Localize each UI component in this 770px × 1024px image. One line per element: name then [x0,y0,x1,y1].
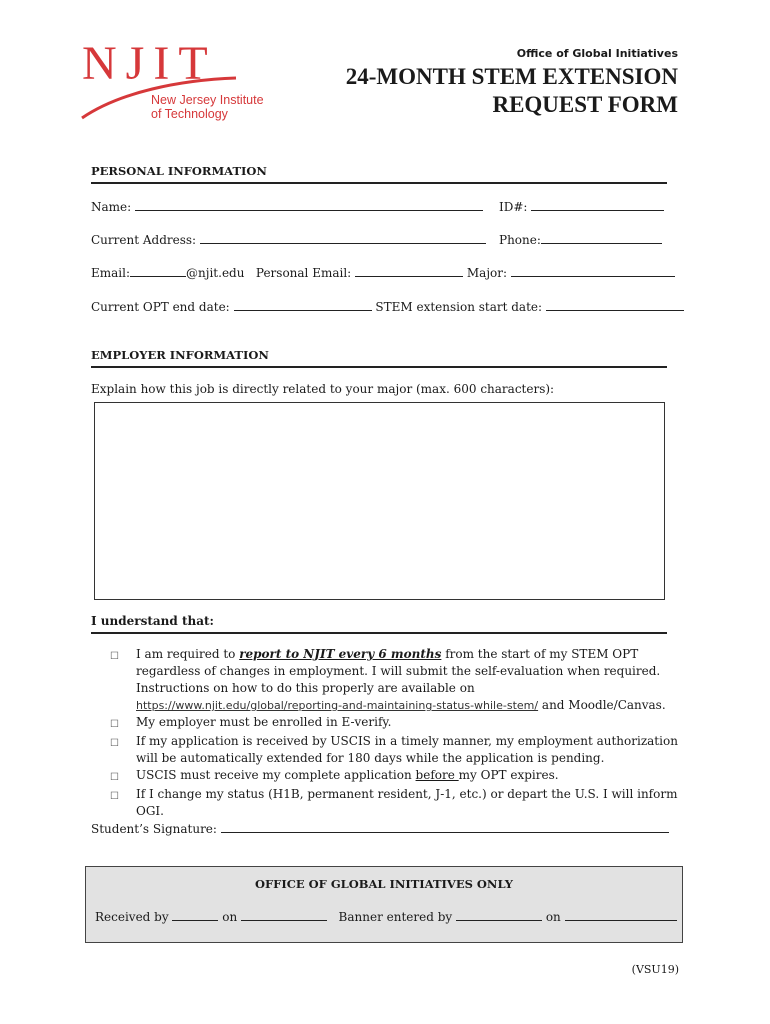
banner-by-field[interactable] [456,908,542,921]
signature-label: Student’s Signature: [91,822,217,836]
office-use-title: OFFICE OF GLOBAL INITIATIVES ONLY [254,877,513,891]
list-item: ☐ If I change my status (H1B, permanent resident, J-1, etc.) or depart the U.S. I will inform OGI. [110,787,678,818]
opt-end-label: Current OPT end date: [91,300,230,314]
banner-label: Banner entered by [338,910,453,924]
email-field[interactable] [130,264,186,277]
personal-email-label: Personal Email: [255,266,352,280]
checkbox-icon[interactable]: ☐ [110,738,119,749]
logo-subtitle [151,93,264,121]
name-field[interactable] [135,198,483,211]
title-line-1: 24-MONTH STEM EXTENSION [345,64,678,89]
list-item: ☐ If my application is received by USCIS in a timely manner, my employment authorization will be automatically extended for 180 days while the application is pending. [110,734,678,765]
checkbox-icon[interactable]: ☐ [110,719,119,730]
banner-date-field[interactable] [565,908,677,921]
form-code: (VSU19) [631,963,679,976]
checkbox-icon[interactable]: ☐ [110,791,119,802]
office-name: Office of Global Initiatives [516,47,678,60]
id-row [499,198,664,215]
email-suffix: @njit.edu [186,266,245,280]
email-label: Email: [91,266,131,280]
before-underline: before [415,768,459,782]
id-field[interactable] [531,198,664,211]
reporting-link[interactable]: https://www.njit.edu/global/reporting-and-maintaining-status-while-stem/ [136,699,539,712]
employer-prompt: Explain how this job is directly related to your major (max. 600 characters): [91,382,555,396]
name-label: Name: [91,200,132,214]
logo-line-2: of Technology [151,107,228,121]
on-label-2: on [545,910,561,924]
job-relation-textbox[interactable] [94,402,665,600]
address-label: Current Address: [91,233,197,247]
list-item: ☐ I am required to report to NJIT every 6 months from the start of my STEM OPT regardless of changes in employment. I will submit the self-evaluation when required. Instructions on how to do this properly are available on https://www.njit.edu/global/reporting-and-maintaining-status-while-stem/ and Moodle/Canvas. [110,647,666,712]
personal-info-heading: PERSONAL INFORMATION [91,164,667,184]
report-emphasis: report to NJIT every 6 months [239,647,442,661]
signature-row [91,820,669,837]
dates-row [91,298,684,315]
email-row [91,264,675,281]
acknowledgement-list [110,646,680,820]
njit-logo: NJIT [82,37,217,90]
stem-start-field[interactable] [546,298,684,311]
employer-info-heading: EMPLOYER INFORMATION [91,348,667,368]
name-row [91,198,483,215]
opt-end-field[interactable] [234,298,372,311]
personal-email-field[interactable] [355,264,463,277]
checkbox-icon[interactable]: ☐ [110,651,119,662]
major-label: Major: [466,266,508,280]
address-row [91,231,486,248]
checkbox-icon[interactable]: ☐ [110,772,119,783]
received-label: Received by [95,910,169,924]
title-line-2: REQUEST FORM [492,92,678,117]
understand-heading: I understand that: [91,614,667,634]
list-item: ☐ USCIS must receive my complete application before my OPT expires. [110,767,680,786]
received-by-field[interactable] [172,908,218,921]
major-field[interactable] [511,264,675,277]
phone-row [499,231,662,248]
office-use-row [95,908,677,924]
list-item: ☐ My employer must be enrolled in E-verify. [110,714,680,733]
logo-line-1: New Jersey Institute [151,93,264,107]
phone-field[interactable] [541,231,662,244]
stem-start-label: STEM extension start date: [375,300,543,314]
signature-field[interactable] [221,820,669,833]
phone-label: Phone: [499,233,541,247]
on-label: on [222,910,238,924]
office-use-box [85,866,683,943]
page-title [346,63,678,119]
address-field[interactable] [200,231,486,244]
id-label: ID#: [499,200,528,214]
received-date-field[interactable] [241,908,327,921]
